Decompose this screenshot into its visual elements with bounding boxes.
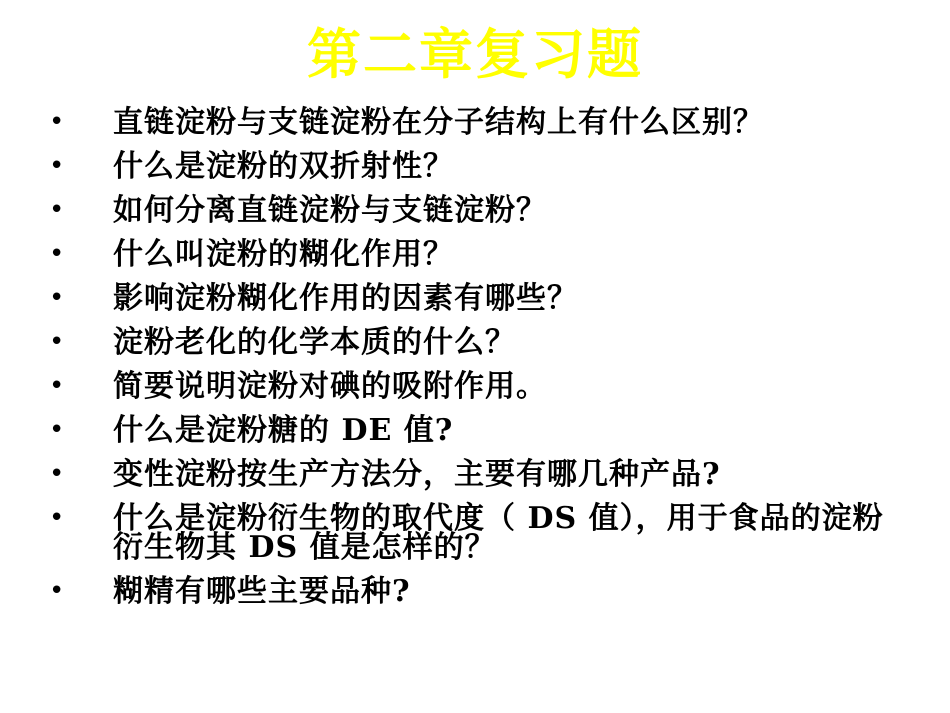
list-item bbox=[0, 369, 950, 404]
bullet-icon: • bbox=[49, 107, 66, 137]
question-text: 什么是淀粉糖的 DE 值? bbox=[113, 413, 454, 448]
bullet-icon: • bbox=[49, 371, 66, 401]
question-text: 淀粉老化的化学本质的什么？ bbox=[113, 325, 516, 360]
question-text: 如何分离直链淀粉与支链淀粉？ bbox=[113, 193, 547, 228]
list-item bbox=[0, 105, 950, 140]
list-item bbox=[0, 281, 950, 316]
question-text: 影响淀粉糊化作用的因素有哪些？ bbox=[113, 281, 578, 316]
question-text: 什么是淀粉衍生物的取代度（ DS 值），用于食品的淀粉衍生物其 DS 值是怎样的？ bbox=[113, 501, 884, 565]
slide-title: 第二章复习题 bbox=[307, 22, 643, 86]
question-text: 变性淀粉按生产方法分，主要有哪几种产品? bbox=[113, 457, 721, 492]
list-item bbox=[0, 193, 950, 228]
bullet-icon: • bbox=[49, 283, 66, 313]
bullet-icon: • bbox=[49, 195, 66, 225]
list-item bbox=[0, 501, 950, 565]
list-item bbox=[0, 413, 950, 448]
question-text: 直链淀粉与支链淀粉在分子结构上有什么区别？ bbox=[113, 105, 764, 140]
bullet-icon: • bbox=[49, 239, 66, 269]
bullet-icon: • bbox=[49, 503, 66, 533]
list-item bbox=[0, 149, 950, 184]
bullet-icon: • bbox=[49, 459, 66, 489]
question-text: 简要说明淀粉对碘的吸附作用。 bbox=[113, 369, 547, 404]
list-item bbox=[0, 457, 950, 492]
bullet-icon: • bbox=[49, 576, 66, 606]
bullet-icon: • bbox=[49, 151, 66, 181]
list-item bbox=[0, 574, 950, 609]
list-item bbox=[0, 325, 950, 360]
question-text: 糊精有哪些主要品种? bbox=[113, 574, 411, 609]
question-text: 什么是淀粉的双折射性？ bbox=[113, 149, 454, 184]
list-item bbox=[0, 237, 950, 272]
bullet-icon: • bbox=[49, 415, 66, 445]
question-list bbox=[0, 105, 950, 621]
bullet-icon: • bbox=[49, 327, 66, 357]
question-text: 什么叫淀粉的糊化作用？ bbox=[113, 237, 454, 272]
